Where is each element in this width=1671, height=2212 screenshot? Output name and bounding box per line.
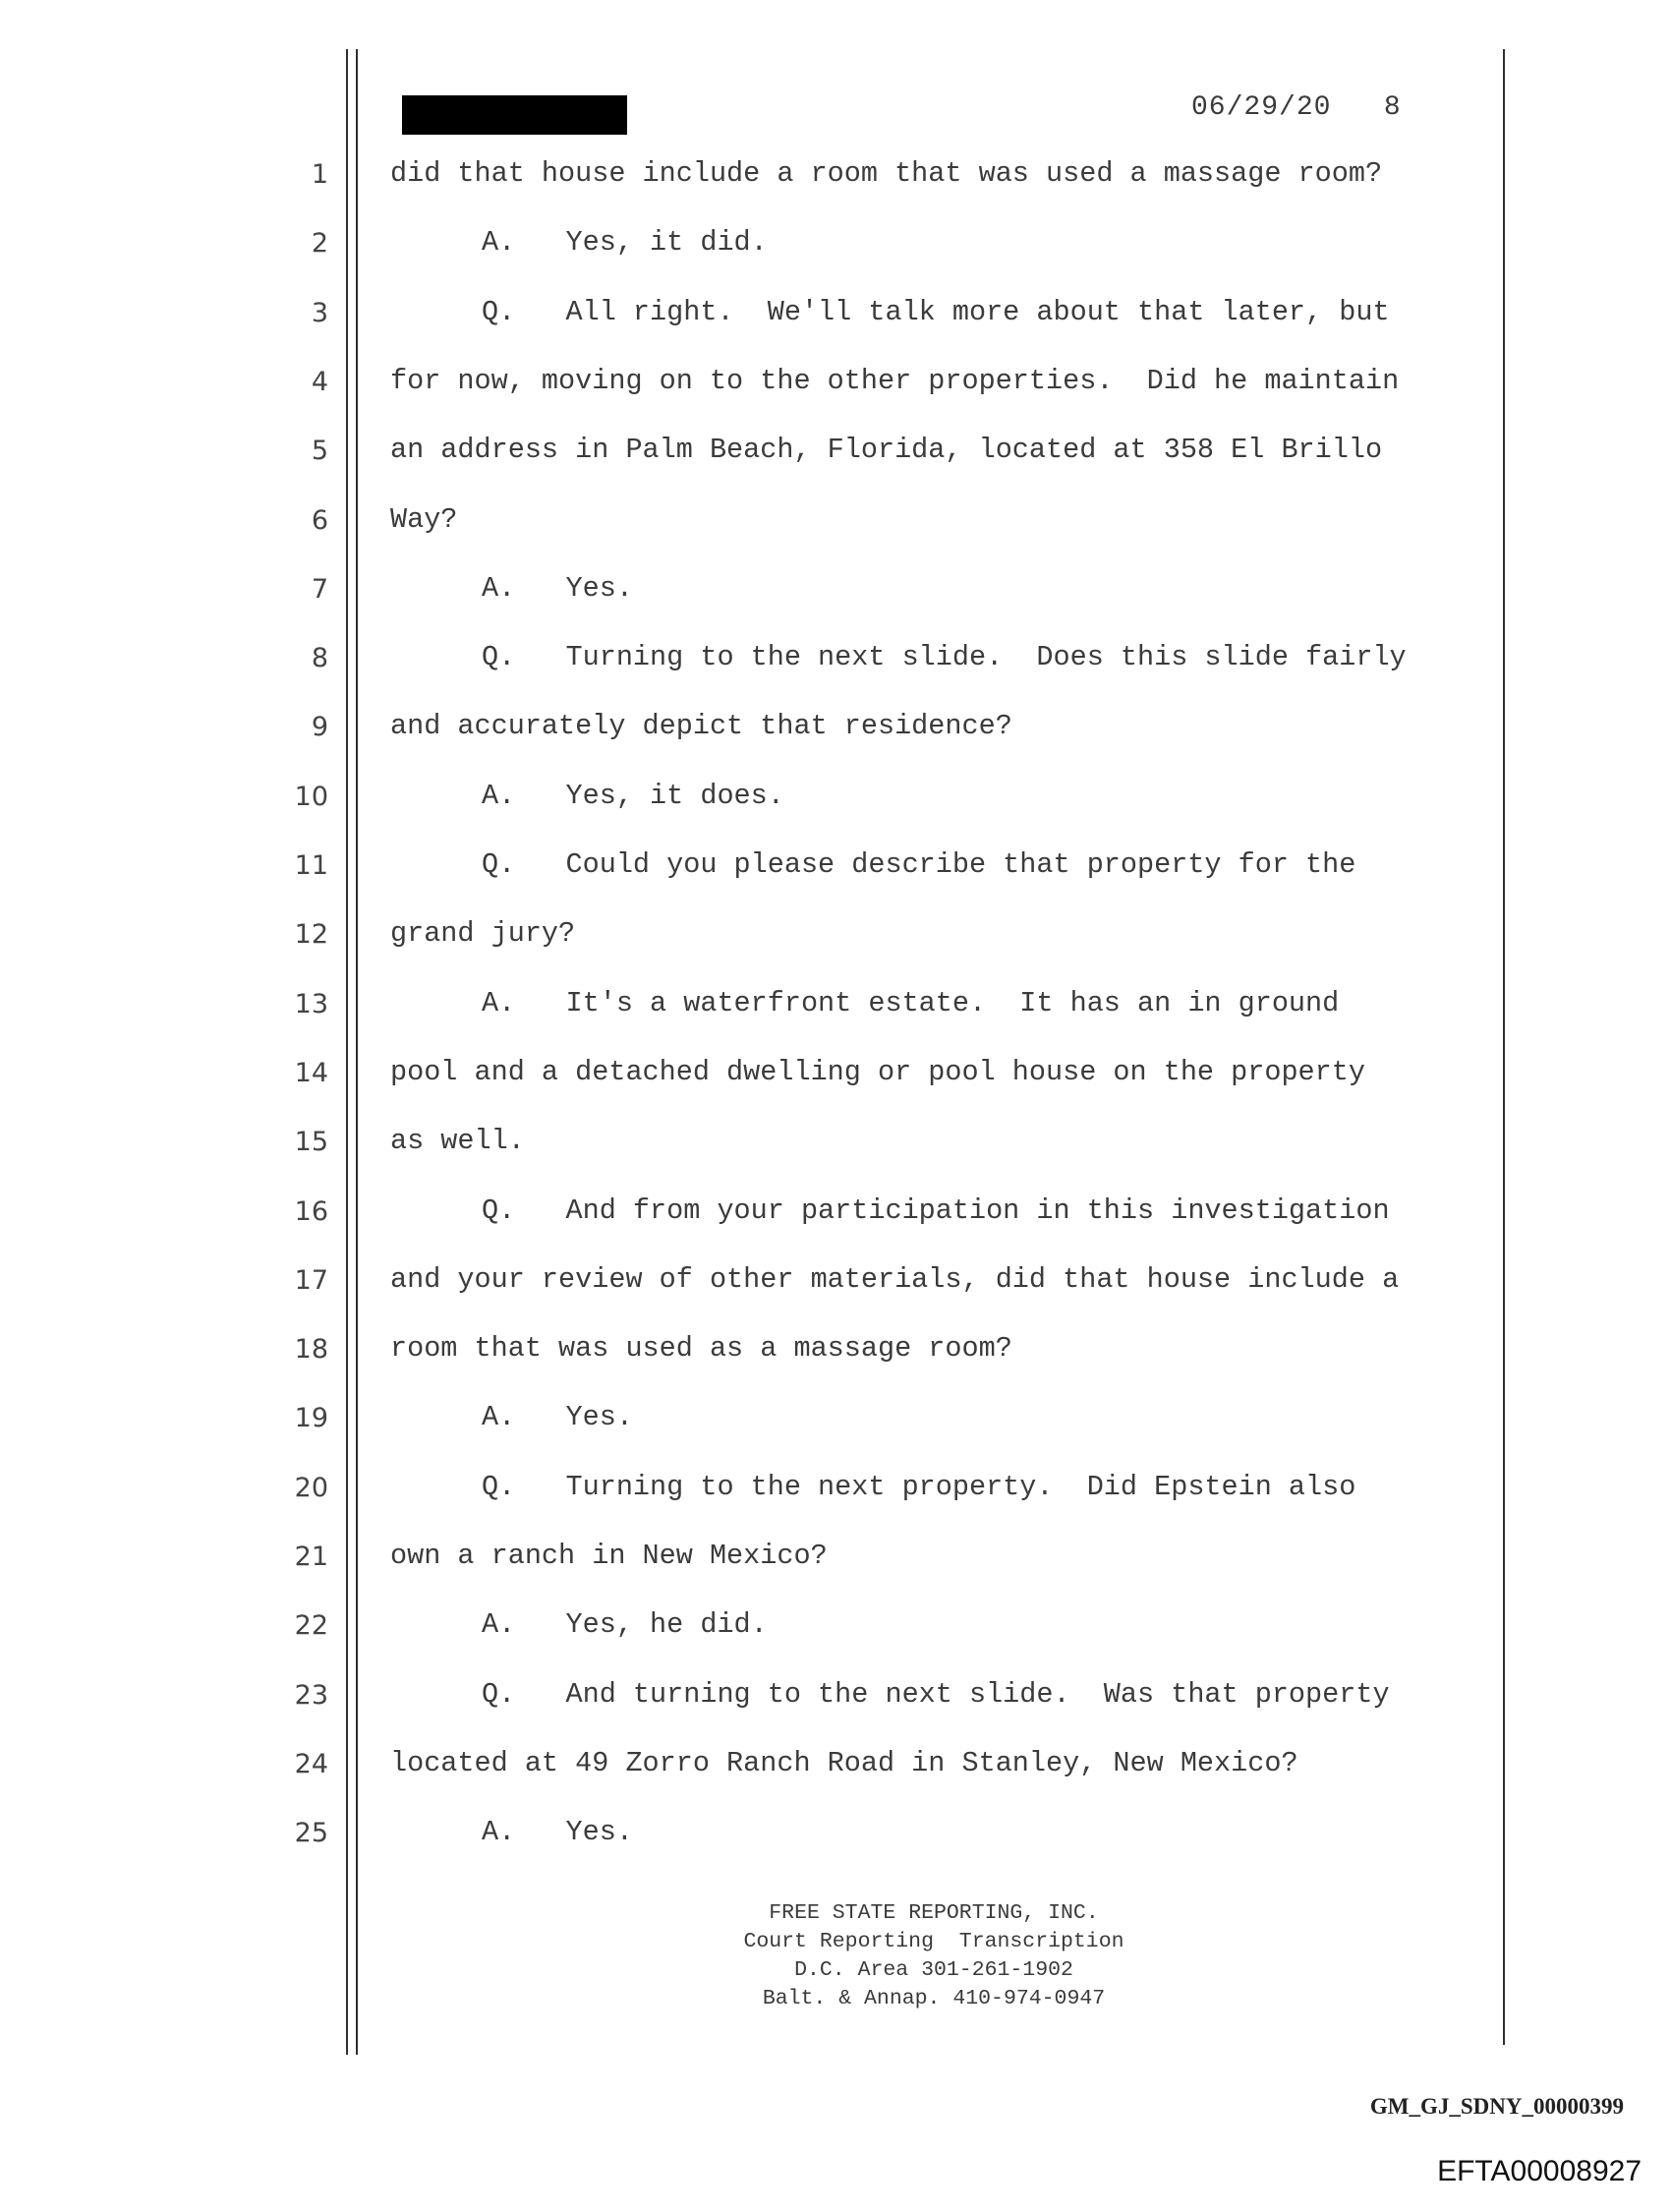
line-text: Q. Turning to the next property. Did Epstein also: [482, 1470, 1356, 1503]
line-text: Way?: [390, 502, 458, 536]
line-text: room that was used as a massage room?: [390, 1332, 1012, 1366]
line-text: and your review of other materials, did that house include a: [390, 1262, 1400, 1296]
line-text: own a ranch in New Mexico?: [390, 1540, 828, 1572]
transcript-line: [0, 1194, 1494, 1234]
line-number: 13: [294, 988, 328, 1019]
transcript-line: [0, 1747, 1494, 1786]
line-text: A. Yes.: [482, 1816, 633, 1849]
line-text: Q. And from your participation in this investigation: [482, 1193, 1390, 1227]
header-page-number: 8: [1383, 92, 1402, 123]
transcript-line: [0, 1471, 1494, 1510]
redaction-bar: [402, 95, 627, 135]
line-number: 8: [311, 643, 328, 674]
line-text: A. It's a waterfront estate. It has an in ground: [482, 986, 1340, 1019]
line-number: 4: [311, 366, 328, 397]
reporter-footer: [590, 1899, 1278, 2013]
page-header: [1191, 92, 1402, 123]
line-text: A. Yes.: [482, 571, 633, 605]
transcript-line: [0, 1056, 1494, 1095]
line-text: A. Yes, he did.: [482, 1608, 768, 1642]
transcript-line: [0, 1816, 1494, 1855]
transcript-line: [0, 987, 1494, 1026]
transcript-line: [0, 1678, 1494, 1717]
efta-number: EFTA00008927: [1437, 2155, 1642, 2187]
line-text: an address in Palm Beach, Florida, located at 358 El Brillo: [390, 434, 1383, 467]
line-text: pool and a detached dwelling or pool house on the property: [390, 1055, 1365, 1088]
line-number: 9: [311, 712, 328, 743]
transcript-line: [0, 1608, 1494, 1648]
line-text: and accurately depict that residence?: [390, 710, 1012, 743]
line-number: 7: [311, 573, 328, 605]
transcript-line: [0, 1540, 1494, 1579]
transcript-line: [0, 434, 1494, 473]
line-text: as well.: [390, 1125, 525, 1158]
transcript-line: [0, 503, 1494, 543]
transcript-line: [0, 365, 1494, 404]
line-number: 20: [294, 1472, 328, 1503]
transcript-line: [0, 296, 1494, 335]
header-date: 06/29/20: [1191, 92, 1332, 123]
transcript-line: [0, 917, 1494, 957]
line-number: 15: [294, 1127, 328, 1158]
line-number: 11: [294, 850, 328, 881]
line-number: 23: [294, 1679, 328, 1711]
line-number: 24: [294, 1748, 328, 1779]
transcript-line: [0, 641, 1494, 680]
line-text: located at 49 Zorro Ranch Road in Stanley, New Mexico?: [390, 1746, 1298, 1779]
footer-services: Court Reporting Transcription: [743, 1930, 1124, 1953]
line-text: A. Yes, it did.: [482, 226, 768, 260]
transcript-line: [0, 572, 1494, 611]
transcript-line: [0, 710, 1494, 749]
transcript-line: [0, 1125, 1494, 1164]
line-text: A. Yes, it does.: [482, 779, 784, 812]
line-text: Q. All right. We'll talk more about that later, but: [482, 295, 1390, 328]
line-number: 16: [294, 1195, 328, 1227]
line-number: 1: [311, 159, 328, 190]
transcript-line: [0, 226, 1494, 265]
line-number: 17: [294, 1264, 328, 1296]
line-text: Q. Turning to the next slide. Does this slide fairly: [482, 641, 1407, 674]
line-text: A. Yes.: [482, 1401, 633, 1434]
line-number: 6: [311, 504, 328, 536]
transcript-line: [0, 1263, 1494, 1303]
footer-company: FREE STATE REPORTING, INC.: [769, 1901, 1099, 1925]
line-number: 10: [294, 781, 328, 812]
transcript-line: [0, 1401, 1494, 1440]
line-number: 3: [311, 297, 328, 328]
line-number: 2: [311, 228, 328, 260]
line-number: 19: [294, 1403, 328, 1434]
transcript-line: [0, 1332, 1494, 1371]
line-text: did that house include a room that was used a massage room?: [390, 157, 1383, 190]
footer-balt-phone: Balt. & Annap. 410-974-0947: [762, 1987, 1106, 2010]
line-number: 22: [294, 1610, 328, 1642]
line-text: grand jury?: [390, 917, 576, 951]
line-text: for now, moving on to the other properties. Did he maintain: [390, 364, 1400, 397]
line-number: 14: [294, 1057, 328, 1088]
line-number: 21: [294, 1542, 328, 1572]
right-margin-rule: [1503, 49, 1505, 2045]
line-text: Q. And turning to the next slide. Was that property: [482, 1677, 1390, 1711]
transcript-line: [0, 780, 1494, 819]
bates-number: GM_GJ_SDNY_00000399: [1369, 2094, 1624, 2119]
footer-dc-phone: D.C. Area 301-261-1902: [794, 1958, 1073, 1982]
transcript-line: [0, 848, 1494, 888]
transcript-line: [0, 157, 1494, 197]
line-number: 18: [294, 1334, 328, 1366]
line-number: 12: [294, 919, 328, 951]
line-text: Q. Could you please describe that property for the: [482, 848, 1356, 881]
line-number: 25: [294, 1818, 328, 1849]
line-number: 5: [311, 436, 328, 467]
